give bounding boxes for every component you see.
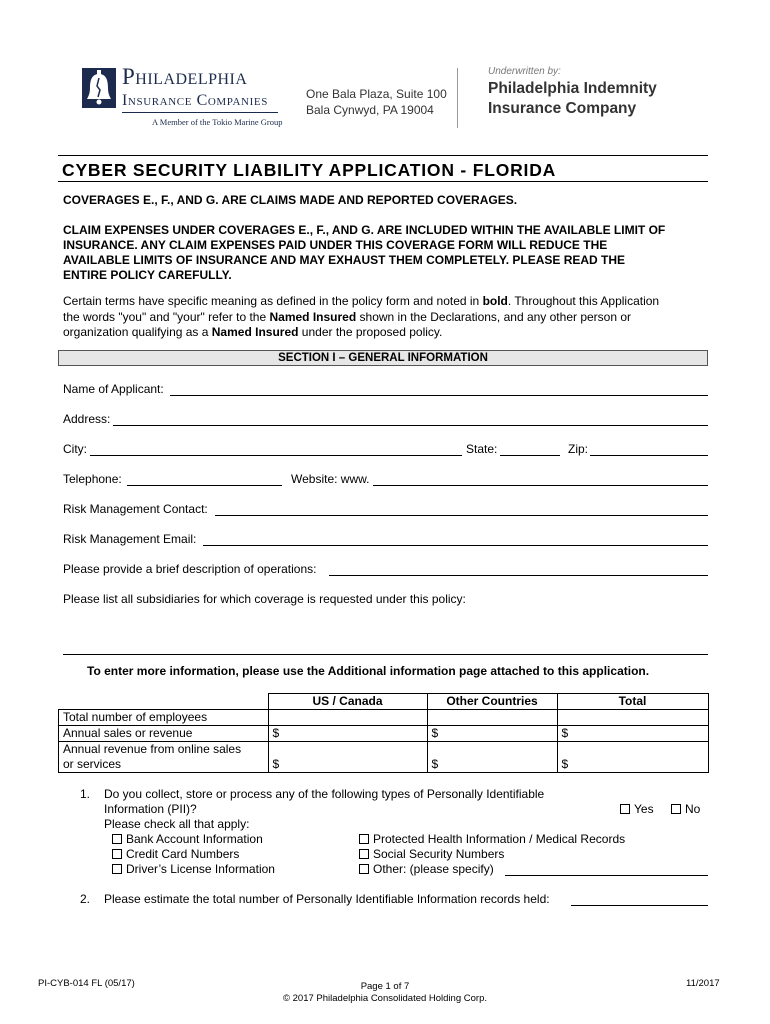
pii-other-option[interactable]: Other: (please specify)	[359, 862, 494, 876]
revenue-us-cell[interactable]: $	[268, 726, 427, 742]
company-name: Philadelphia	[122, 64, 248, 89]
online-us-cell[interactable]: $	[268, 742, 427, 773]
checkbox-icon[interactable]	[112, 834, 122, 844]
subsidiaries-label: Please list all subsidiaries for which coverage is requested under this policy:	[63, 592, 466, 606]
intro-paragraph: Certain terms have specific meaning as defined in the policy form and noted in bold. Throughout this Application the words "you" and "your" refer to the Named Insured shown in the Declarations, and any other person or organization qualifying as a Named Insured under the proposed policy.	[63, 294, 660, 339]
employees-us-cell[interactable]	[268, 710, 427, 726]
q1-no-option[interactable]: No	[671, 802, 700, 816]
checkbox-icon[interactable]	[112, 849, 122, 859]
q2-number: 2.	[80, 892, 91, 906]
checkbox-icon[interactable]	[671, 804, 681, 814]
table-header-row	[59, 694, 709, 710]
section-1-header: SECTION I – GENERAL INFORMATION	[58, 350, 708, 366]
revenue-total-cell[interactable]: $	[557, 726, 708, 742]
zip-label: Zip:	[568, 442, 589, 456]
title-rule-top	[58, 155, 708, 156]
employees-total-cell[interactable]	[557, 710, 708, 726]
pii-license-option[interactable]: Driver’s License Information	[112, 862, 275, 876]
address-label: Address:	[63, 412, 111, 426]
state-label: State:	[466, 442, 498, 456]
address-line1: One Bala Plaza, Suite 100	[306, 87, 447, 101]
title-rule-bottom	[58, 181, 708, 182]
revenue-other-cell[interactable]: $	[427, 726, 557, 742]
notice-claims-made: COVERAGES E., F., AND G. ARE CLAIMS MADE AND REPORTED COVERAGES.	[63, 193, 518, 207]
website-field[interactable]	[373, 485, 708, 486]
telephone-label: Telephone:	[63, 472, 122, 486]
logo-rule	[122, 112, 278, 113]
liberty-bell-icon	[82, 68, 116, 108]
employees-other-cell[interactable]	[427, 710, 557, 726]
notice-claim-expenses-2: INSURANCE. ANY CLAIM EXPENSES PAID UNDER THIS COVERAGE FORM WILL REDUCE THE	[63, 238, 608, 252]
pii-bank-option[interactable]: Bank Account Information	[112, 832, 263, 846]
name-of-applicant-field[interactable]	[170, 395, 708, 396]
page-title: CYBER SECURITY LIABILITY APPLICATION - FLORIDA	[62, 160, 557, 180]
address-line2: Bala Cynwyd, PA 19004	[306, 103, 434, 117]
checkbox-icon[interactable]	[620, 804, 630, 814]
checkbox-icon[interactable]	[359, 864, 369, 874]
q1-check-all: Please check all that apply:	[104, 817, 250, 831]
risk-contact-field[interactable]	[215, 515, 708, 516]
form-date: 11/2017	[686, 978, 720, 989]
telephone-field[interactable]	[127, 485, 282, 486]
col-total: Total	[557, 694, 708, 710]
table-row	[59, 726, 709, 742]
q1-yes-option[interactable]: Yes	[620, 802, 654, 816]
checkbox-icon[interactable]	[359, 849, 369, 859]
risk-email-field[interactable]	[203, 545, 708, 546]
operations-label: Please provide a brief description of operations:	[63, 562, 317, 576]
pii-credit-option[interactable]: Credit Card Numbers	[112, 847, 239, 861]
subsidiaries-field[interactable]	[63, 654, 708, 655]
operations-field[interactable]	[329, 575, 708, 576]
risk-contact-label: Risk Management Contact:	[63, 502, 208, 516]
table-row	[59, 742, 709, 773]
page-number: Page 1 of 7	[360, 981, 410, 992]
underwriter-line2: Insurance Company	[488, 100, 637, 117]
company-subname: Insurance Companies	[122, 92, 268, 109]
state-field[interactable]	[500, 455, 560, 456]
q2-text: Please estimate the total number of Personally Identifiable Information records held:	[104, 892, 550, 906]
online-other-cell[interactable]: $	[427, 742, 557, 773]
zip-field[interactable]	[590, 455, 708, 456]
q1-number: 1.	[80, 787, 91, 801]
checkbox-icon[interactable]	[359, 834, 369, 844]
address-field[interactable]	[113, 425, 708, 426]
more-info-note: To enter more information, please use the Additional information page attached to this application.	[87, 664, 650, 678]
q1-text-line1: Do you collect, store or process any of the following types of Personally Identifiable	[104, 787, 545, 801]
form-id: PI-CYB-014 FL (05/17)	[38, 978, 135, 989]
notice-claim-expenses-1: CLAIM EXPENSES UNDER COVERAGES E., F., AND G. ARE INCLUDED WITHIN THE AVAILABLE LIMIT OF	[63, 223, 666, 237]
pii-phi-option[interactable]: Protected Health Information / Medical Records	[359, 832, 625, 846]
risk-email-label: Risk Management Email:	[63, 532, 197, 546]
row-online-label: Annual revenue from online sales or services	[59, 742, 269, 773]
table-row	[59, 710, 709, 726]
website-label: Website: www.	[291, 472, 370, 486]
notice-claim-expenses-3: AVAILABLE LIMITS OF INSURANCE AND MAY EXHAUST THEM COMPLETELY. PLEASE READ THE	[63, 253, 626, 267]
checkbox-icon[interactable]	[112, 864, 122, 874]
col-us-canada: US / Canada	[268, 694, 427, 710]
underwriter-line1: Philadelphia Indemnity	[488, 80, 657, 97]
pii-ssn-option[interactable]: Social Security Numbers	[359, 847, 504, 861]
underwritten-label: Underwritten by:	[488, 66, 561, 77]
city-field[interactable]	[90, 455, 462, 456]
notice-claim-expenses-4: ENTIRE POLICY CAREFULLY.	[63, 268, 232, 282]
member-text: A Member of the Tokio Marine Group	[152, 117, 283, 127]
pii-records-field[interactable]	[571, 905, 708, 906]
city-label: City:	[63, 442, 87, 456]
col-other-countries: Other Countries	[427, 694, 557, 710]
header-divider	[457, 68, 458, 128]
row-employees-label: Total number of employees	[59, 710, 269, 726]
copyright: © 2017 Philadelphia Consolidated Holding Corp.	[283, 993, 487, 1004]
online-total-cell[interactable]: $	[557, 742, 708, 773]
row-revenue-label: Annual sales or revenue	[59, 726, 269, 742]
pii-other-field[interactable]	[505, 875, 708, 876]
name-of-applicant-label: Name of Applicant:	[63, 382, 164, 396]
q1-text-line2: Information (PII)?	[104, 802, 197, 816]
revenue-table	[58, 693, 709, 773]
